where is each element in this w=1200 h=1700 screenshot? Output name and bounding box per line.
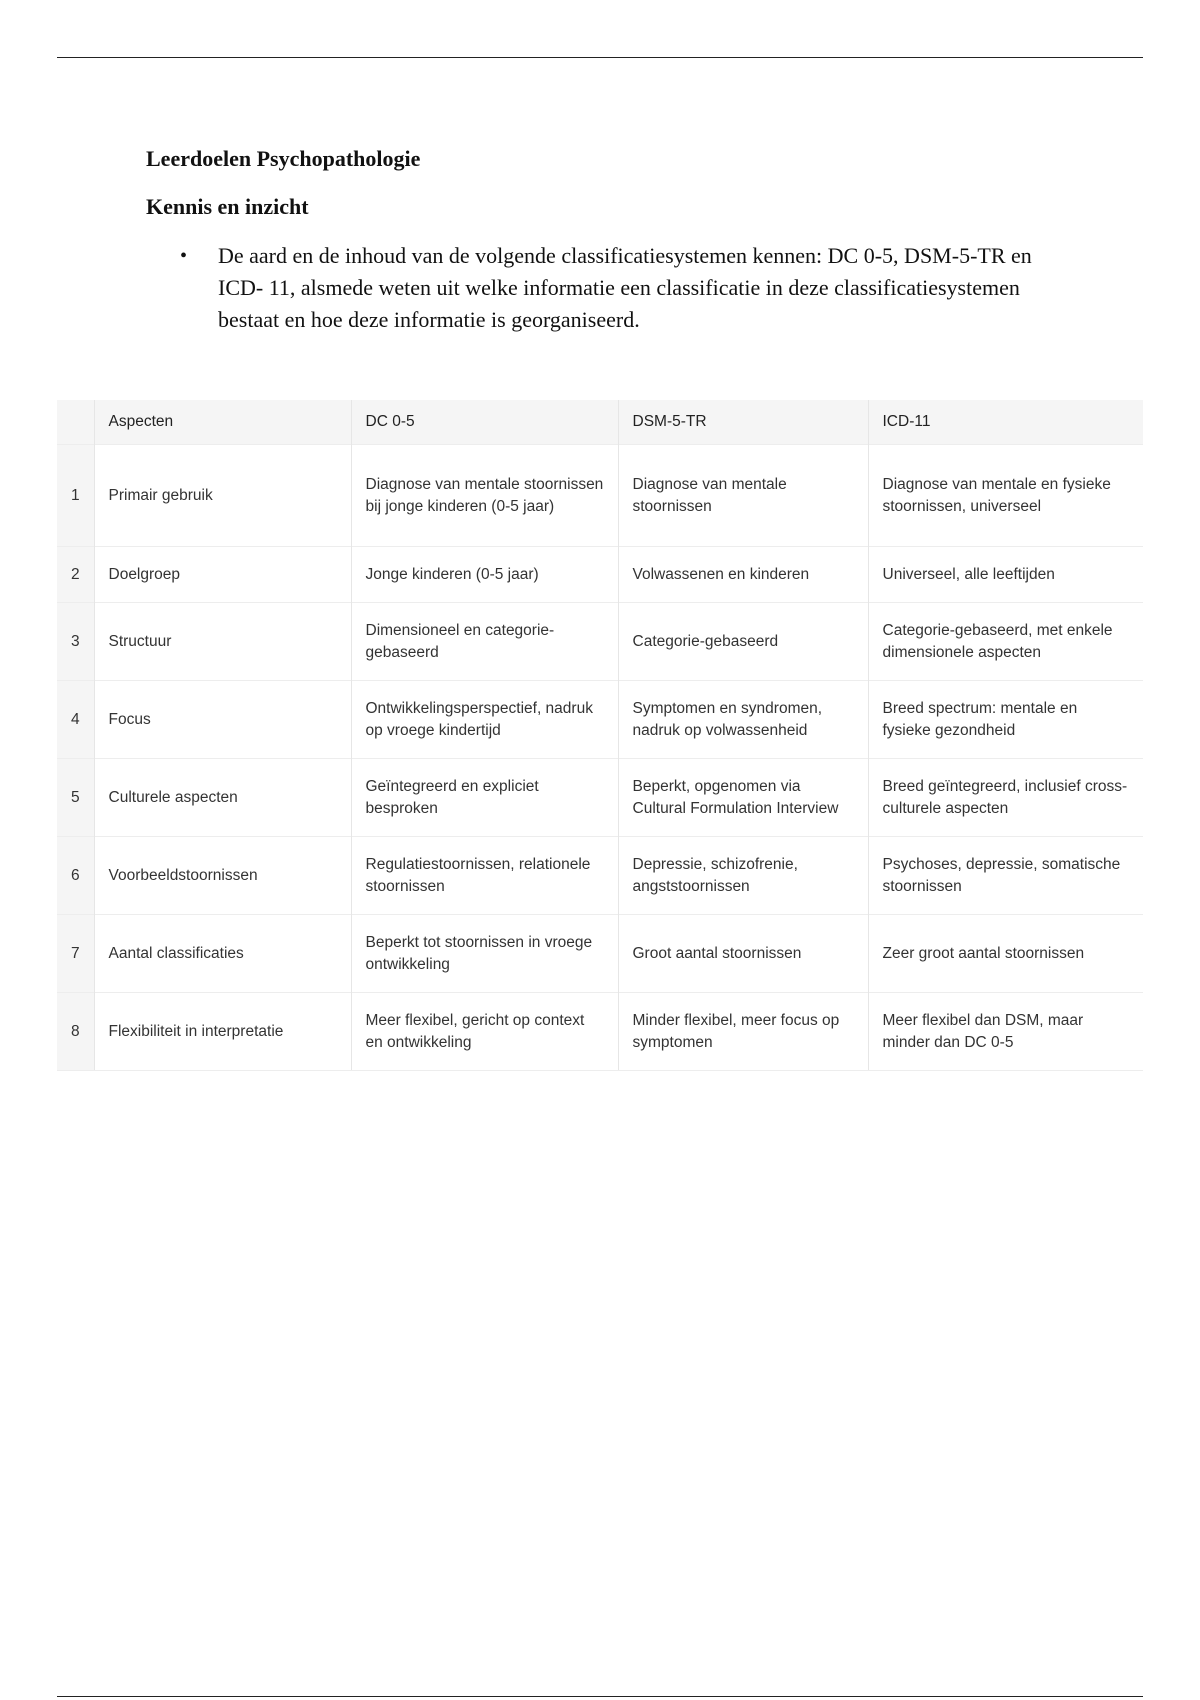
- comparison-table: [57, 400, 1143, 1071]
- bullet-icon: •: [180, 245, 188, 267]
- header-index: [57, 400, 94, 445]
- table-row: [57, 445, 1143, 547]
- cell-dsm5tr: Categorie-gebaseerd: [618, 603, 868, 681]
- cell-aspect: Primair gebruik: [94, 445, 351, 547]
- header-aspecten: Aspecten: [94, 400, 351, 445]
- row-number: 5: [57, 759, 94, 837]
- document-title: Leerdoelen Psychopathologie: [146, 146, 421, 171]
- cell-dc05: Geïntegreerd en expliciet besproken: [351, 759, 618, 837]
- table-row: [57, 547, 1143, 603]
- cell-dsm5tr: Beperkt, opgenomen via Cultural Formulation Interview: [618, 759, 868, 837]
- header-dsm5tr: DSM-5-TR: [618, 400, 868, 445]
- cell-icd11: Breed geïntegreerd, inclusief cross-culturele aspecten: [868, 759, 1143, 837]
- header-icd11: ICD-11: [868, 400, 1143, 445]
- cell-dsm5tr: Minder flexibel, meer focus op symptomen: [618, 993, 868, 1071]
- table-row: [57, 915, 1143, 993]
- footer-rule: [57, 1696, 1143, 1697]
- row-number: 2: [57, 547, 94, 603]
- table-row: [57, 759, 1143, 837]
- cell-dc05: Beperkt tot stoornissen in vroege ontwikkeling: [351, 915, 618, 993]
- cell-dsm5tr: Depressie, schizofrenie, angststoornissen: [618, 837, 868, 915]
- cell-aspect: Flexibiliteit in interpretatie: [94, 993, 351, 1071]
- cell-dc05: Ontwikkelingsperspectief, nadruk op vroege kindertijd: [351, 681, 618, 759]
- list-item-text: De aard en de inhoud van de volgende classificatiesystemen kennen: DC 0-5, DSM-5-TR en ICD- 11, alsmede weten uit welke informatie een classificatie in deze classificatiesystemen bestaat en hoe deze informatie is georganiseerd.: [218, 243, 1032, 332]
- row-number: 4: [57, 681, 94, 759]
- row-number: 7: [57, 915, 94, 993]
- list-item: [146, 240, 1066, 336]
- learning-goals-list: [146, 240, 1066, 336]
- cell-aspect: Doelgroep: [94, 547, 351, 603]
- cell-aspect: Structuur: [94, 603, 351, 681]
- cell-aspect: Voorbeeldstoornissen: [94, 837, 351, 915]
- cell-dc05: Dimensioneel en categorie-gebaseerd: [351, 603, 618, 681]
- cell-icd11: Zeer groot aantal stoornissen: [868, 915, 1143, 993]
- cell-dc05: Meer flexibel, gericht op context en ontwikkeling: [351, 993, 618, 1071]
- table-row: [57, 837, 1143, 915]
- cell-dsm5tr: Diagnose van mentale stoornissen: [618, 445, 868, 547]
- header-dc05: DC 0-5: [351, 400, 618, 445]
- header-rule: [57, 57, 1143, 58]
- table-row: [57, 603, 1143, 681]
- section-heading: Kennis en inzicht: [146, 194, 309, 219]
- cell-dc05: Regulatiestoornissen, relationele stoornissen: [351, 837, 618, 915]
- row-number: 3: [57, 603, 94, 681]
- table-row: [57, 681, 1143, 759]
- cell-icd11: Categorie-gebaseerd, met enkele dimensionele aspecten: [868, 603, 1143, 681]
- row-number: 6: [57, 837, 94, 915]
- table-row: [57, 993, 1143, 1071]
- cell-dsm5tr: Groot aantal stoornissen: [618, 915, 868, 993]
- cell-aspect: Focus: [94, 681, 351, 759]
- cell-dsm5tr: Volwassenen en kinderen: [618, 547, 868, 603]
- cell-icd11: Breed spectrum: mentale en fysieke gezondheid: [868, 681, 1143, 759]
- cell-dc05: Jonge kinderen (0-5 jaar): [351, 547, 618, 603]
- cell-icd11: Psychoses, depressie, somatische stoornissen: [868, 837, 1143, 915]
- row-number: 1: [57, 445, 94, 547]
- cell-aspect: Aantal classificaties: [94, 915, 351, 993]
- cell-aspect: Culturele aspecten: [94, 759, 351, 837]
- cell-dc05: Diagnose van mentale stoornissen bij jonge kinderen (0-5 jaar): [351, 445, 618, 547]
- cell-icd11: Meer flexibel dan DSM, maar minder dan DC 0-5: [868, 993, 1143, 1071]
- table-header-row: [57, 400, 1143, 445]
- cell-icd11: Universeel, alle leeftijden: [868, 547, 1143, 603]
- cell-dsm5tr: Symptomen en syndromen, nadruk op volwassenheid: [618, 681, 868, 759]
- row-number: 8: [57, 993, 94, 1071]
- cell-icd11: Diagnose van mentale en fysieke stoornissen, universeel: [868, 445, 1143, 547]
